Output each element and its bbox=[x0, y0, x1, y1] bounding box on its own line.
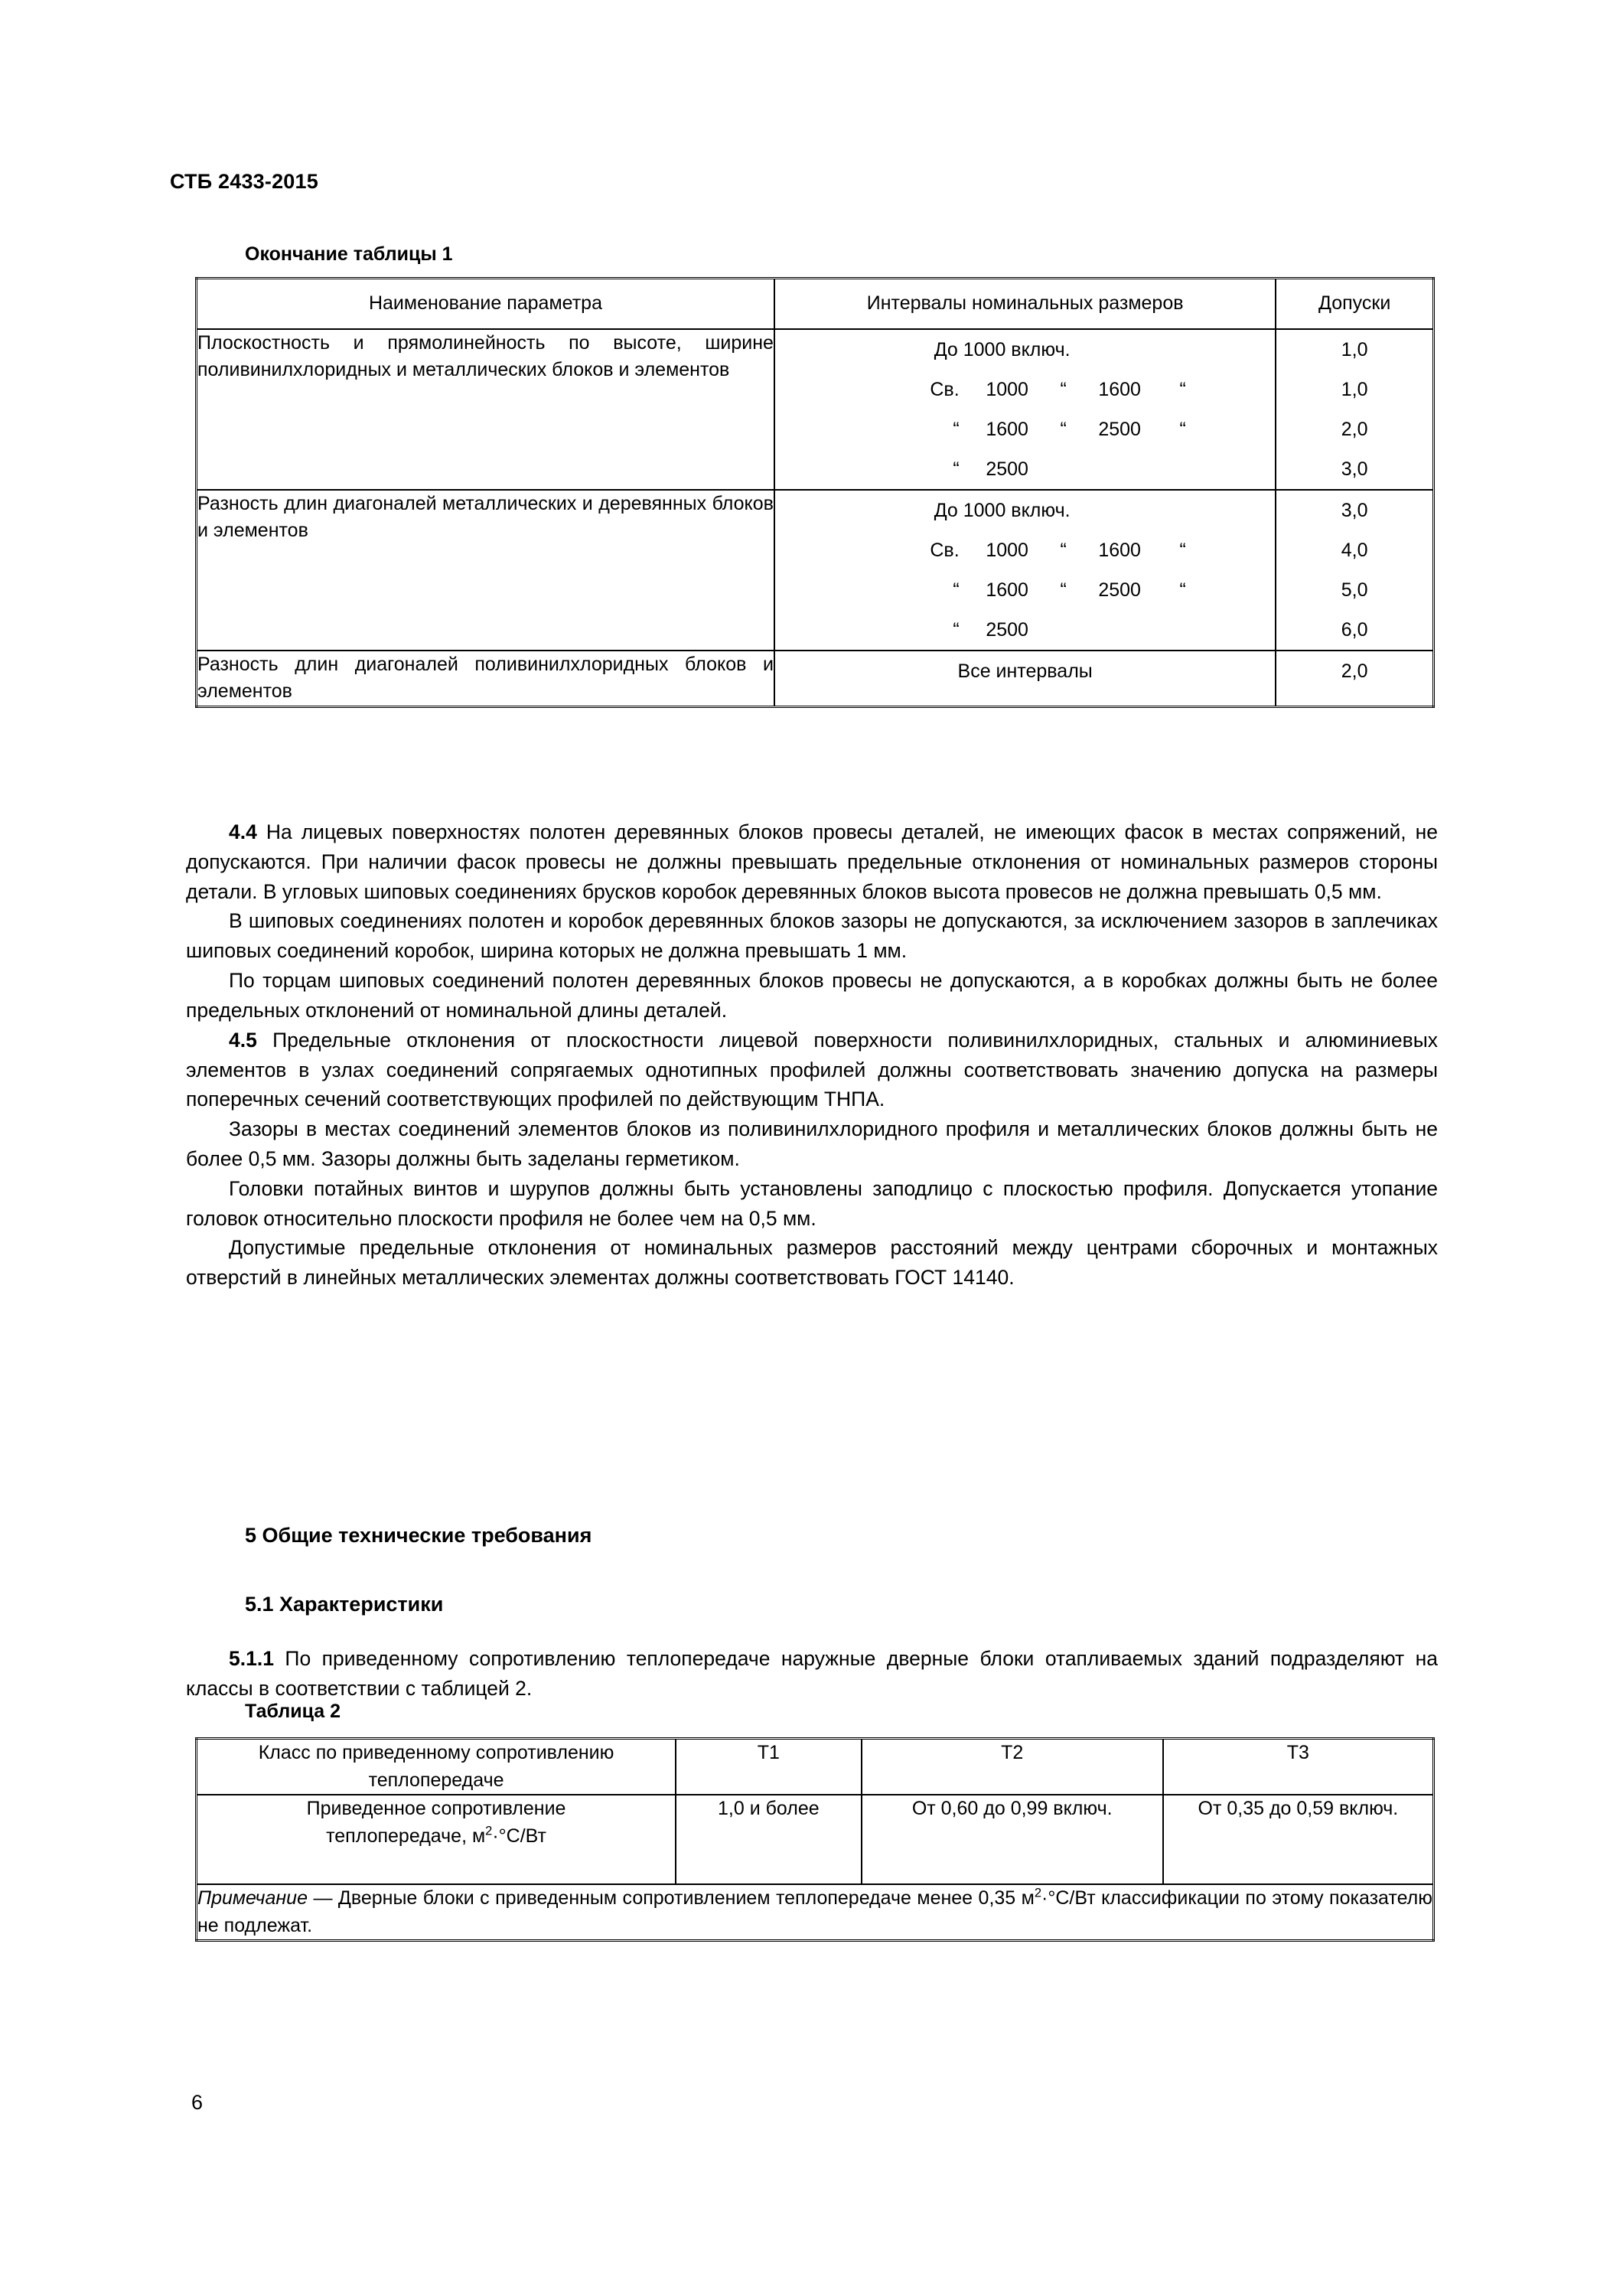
table-2 bbox=[195, 1737, 1435, 1942]
interval-tail: “ bbox=[1179, 579, 1186, 601]
note-text-part2: ·°С/Вт классификации по этому показателю не подлежат. bbox=[197, 1887, 1432, 1936]
interval-quote: “ bbox=[1060, 539, 1067, 561]
note-text-part1: Дверные блоки с приведенным сопротивлением теплопередаче менее 0,35 м bbox=[337, 1887, 1035, 1909]
paragraph-4-4-text: На лицевых поверхностях полотен деревянных блоков провесы деталей, не имеющих фасок в местах сопряжений, не допускаются. При наличии фасок провесы не должны превышать предельные отклонения от номинальных размеров стороны детали. В угловых шиповых соединениях брусков коробок деревянных блоков высота провесов не должна превышать 0,5 мм. bbox=[186, 820, 1438, 903]
interval-lead: Св. bbox=[930, 539, 960, 561]
tolerance-value: 3,0 bbox=[1341, 458, 1368, 480]
interval-spacer bbox=[1160, 330, 1206, 370]
note-dash: — bbox=[307, 1887, 338, 1909]
interval-tail bbox=[1160, 610, 1206, 650]
page-number: 6 bbox=[191, 2091, 204, 2114]
interval-quote: “ bbox=[1060, 378, 1067, 400]
heading-section-5: 5 Общие технические требования bbox=[245, 1524, 592, 1547]
resistance-unit-post: ·°С/Вт bbox=[492, 1825, 546, 1847]
table-row bbox=[197, 490, 1434, 651]
interval-lead: “ bbox=[953, 579, 960, 601]
table1-cell-parameter: Разность длин диагоналей поливинилхлоридных блоков и элементов bbox=[197, 651, 774, 707]
tolerance-value: 2,0 bbox=[1341, 418, 1368, 440]
table1-header-parameter: Наименование параметра bbox=[197, 279, 774, 329]
table2-caption: Таблица 2 bbox=[245, 1701, 341, 1722]
interval-quote bbox=[1048, 449, 1080, 489]
note-superscript: 2 bbox=[1034, 1886, 1042, 1900]
table2-value-t1: 1,0 и более bbox=[676, 1795, 862, 1884]
table2-class-t1: Т1 bbox=[676, 1739, 862, 1795]
table2-row-header-resistance bbox=[197, 1795, 676, 1884]
table1-header-tolerances: Допуски bbox=[1276, 279, 1433, 329]
interval-quote bbox=[1048, 610, 1080, 650]
note-label: Примечание bbox=[197, 1887, 308, 1909]
interval-from: 2500 bbox=[986, 458, 1028, 480]
clause-number-5-1-1: 5.1.1 bbox=[229, 1647, 274, 1670]
interval-to bbox=[1080, 449, 1160, 489]
interval-line: До 1000 включ. bbox=[934, 499, 1071, 521]
tolerance-value: 3,0 bbox=[1341, 499, 1368, 521]
clause-number-4-5: 4.5 bbox=[229, 1028, 257, 1052]
interval-tail bbox=[1160, 449, 1206, 489]
interval-to: 1600 bbox=[1098, 378, 1141, 400]
paragraph-5-1-1-block bbox=[186, 1644, 1438, 1704]
table2-class-t3: Т3 bbox=[1163, 1739, 1434, 1795]
table-1 bbox=[195, 277, 1435, 708]
interval-from: 2500 bbox=[986, 618, 1028, 641]
body-text-block bbox=[186, 817, 1438, 1293]
interval-lead: Св. bbox=[930, 378, 960, 400]
tolerance-value: 4,0 bbox=[1341, 539, 1368, 561]
interval-from: 1600 bbox=[986, 579, 1028, 601]
table-row bbox=[197, 329, 1434, 490]
interval-tail: “ bbox=[1179, 418, 1186, 440]
paragraph-hole-centres: Допустимые предельные отклонения от номинальных размеров расстояний между центрами сборочных и монтажных отверстий в линейных металлических элементах должны соответствовать ГОСТ 14140. bbox=[186, 1236, 1438, 1290]
table1-cell-tolerances bbox=[1276, 490, 1433, 651]
table1-cell-intervals bbox=[774, 329, 1276, 490]
interval-tail: “ bbox=[1179, 378, 1186, 400]
heading-section-5-1: 5.1 Характеристики bbox=[245, 1593, 444, 1616]
paragraph-5-1-1 bbox=[186, 1644, 1438, 1704]
interval-line: До 1000 включ. bbox=[934, 338, 1071, 360]
table2-note-row bbox=[197, 1884, 1434, 1941]
table1-cell-parameter: Плоскостность и прямолинейность по высоте, ширине поливинилхлоридных и металлических блоков и элементов bbox=[197, 329, 774, 490]
resistance-unit-superscript: 2 bbox=[485, 1824, 493, 1838]
interval-lead: “ bbox=[953, 418, 960, 440]
table2-value-row bbox=[197, 1795, 1434, 1884]
interval-spacer bbox=[1160, 491, 1206, 530]
clause-number-4-4: 4.4 bbox=[229, 820, 257, 843]
resistance-label: Приведенное сопротивление bbox=[306, 1798, 566, 1819]
table1-header-row bbox=[197, 279, 1434, 329]
table-row bbox=[197, 651, 1434, 707]
table1-cell-tolerances bbox=[1276, 329, 1433, 490]
interval-quote: “ bbox=[1060, 418, 1067, 440]
table1-cell-parameter: Разность длин диагоналей металлических и деревянных блоков и элементов bbox=[197, 490, 774, 651]
resistance-unit-pre: теплопередаче, м bbox=[326, 1825, 486, 1847]
interval-quote: “ bbox=[1060, 579, 1067, 601]
paragraph-screw-heads: Головки потайных винтов и шурупов должны быть установлены заподлицо с плоскостью профиля. Допускается утопание головок относительно плоскости профиля не более чем на 0,5 мм. bbox=[186, 1176, 1438, 1230]
table1-cell-tolerances bbox=[1276, 651, 1433, 707]
table2-class-t2: Т2 bbox=[862, 1739, 1163, 1795]
interval-to: 2500 bbox=[1098, 579, 1141, 601]
paragraph-5-1-1-text: По приведенному сопротивлению теплопередаче наружные дверные блоки отапливаемых зданий подразделяют на классы в соответствии с таблицей 2. bbox=[186, 1647, 1438, 1700]
tolerance-value: 5,0 bbox=[1341, 579, 1368, 601]
paragraph-4-5-text: Предельные отклонения от плоскостности лицевой поверхности поливинилхлоридных, стальных и алюминиевых элементов в узлах соединений сопрягаемых однотипных профилей должны соответствовать значению допуска на размеры поперечных сечений соответствующих профилей по действующим ТНПА. bbox=[186, 1028, 1438, 1111]
table1-caption: Окончание таблицы 1 bbox=[245, 243, 453, 265]
paragraph-4-5 bbox=[186, 1026, 1438, 1114]
interval-lead: “ bbox=[953, 458, 960, 480]
interval-to: 2500 bbox=[1098, 418, 1141, 440]
paragraph-tenon-ends: По торцам шиповых соединений полотен деревянных блоков провесы не допускаются, а в коробках должны быть не более предельных отклонений от номинальной длины деталей. bbox=[186, 969, 1438, 1022]
interval-from: 1000 bbox=[986, 378, 1028, 400]
interval-to: 1600 bbox=[1098, 539, 1141, 561]
interval-tail: “ bbox=[1179, 539, 1186, 561]
tolerance-value: 2,0 bbox=[1341, 660, 1368, 682]
tolerance-value: 6,0 bbox=[1341, 618, 1368, 641]
standard-number-header: СТБ 2433-2015 bbox=[170, 170, 318, 193]
table1-cell-intervals bbox=[774, 651, 1276, 707]
table2-row-header-class: Класс по приведенному сопротивлению теплопередаче bbox=[197, 1739, 676, 1795]
paragraph-tenon-gaps: В шиповых соединениях полотен и коробок деревянных блоков зазоры не допускаются, за исключением зазоров в заплечиках шиповых соединений коробок, ширина которых не должна превышать 1 мм. bbox=[186, 909, 1438, 963]
table2-header-row bbox=[197, 1739, 1434, 1795]
interval-all: Все интервалы bbox=[957, 660, 1093, 682]
interval-from: 1600 bbox=[986, 418, 1028, 440]
interval-from: 1000 bbox=[986, 539, 1028, 561]
paragraph-4-4 bbox=[186, 817, 1438, 906]
interval-to bbox=[1080, 610, 1160, 650]
paragraph-pvc-gaps: Зазоры в местах соединений элементов блоков из поливинилхлоридного профиля и металлических блоков должны быть не более 0,5 мм. Зазоры должны быть заделаны герметиком. bbox=[186, 1117, 1438, 1170]
table1-cell-intervals bbox=[774, 490, 1276, 651]
table1-body bbox=[197, 329, 1434, 707]
tolerance-value: 1,0 bbox=[1341, 338, 1368, 360]
table2-value-t2: От 0,60 до 0,99 включ. bbox=[862, 1795, 1163, 1884]
table2-value-t3: От 0,35 до 0,59 включ. bbox=[1163, 1795, 1434, 1884]
table1-header-ranges: Интервалы номинальных размеров bbox=[774, 279, 1276, 329]
table2-note bbox=[197, 1884, 1434, 1941]
tolerance-value: 1,0 bbox=[1341, 378, 1368, 400]
interval-lead: “ bbox=[953, 618, 960, 641]
